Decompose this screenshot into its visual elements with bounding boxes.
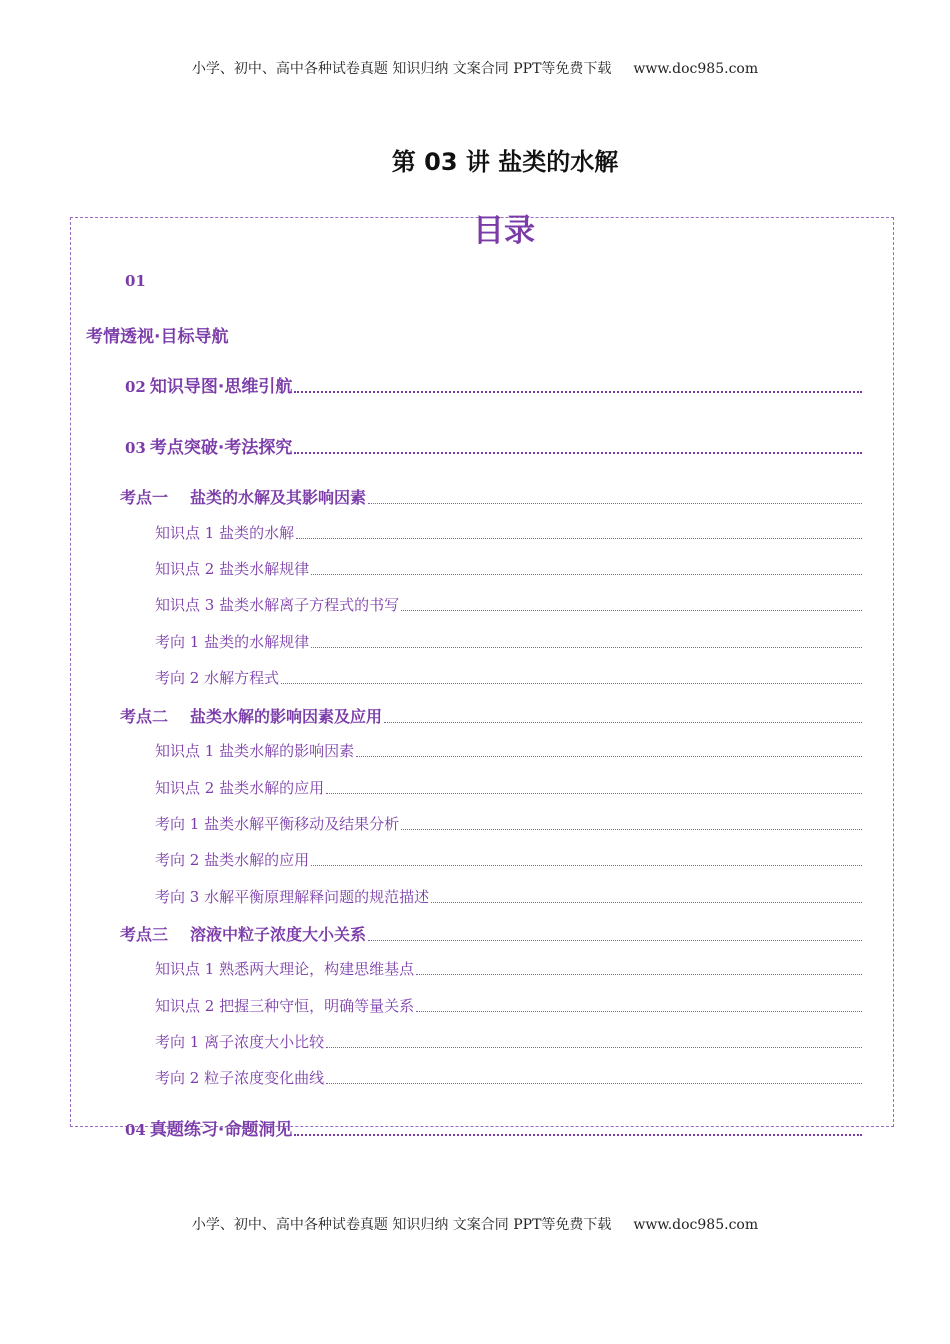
toc-item[interactable] [155,594,862,615]
kaodian-1-title: 盐类的水解及其影响因素 [190,488,367,507]
dot-leader [326,1082,862,1084]
footer-text: 小学、初中、高中各种试卷真题 知识归纳 文案合同 PPT等免费下载 [191,1217,612,1233]
toc-section-02-number: 02 [125,378,146,396]
dot-leader [368,939,862,941]
dot-leader [431,901,862,903]
header-text: 小学、初中、高中各种试卷真题 知识归纳 文案合同 PPT等免费下载 [191,61,612,77]
toc-section-03[interactable] [125,433,862,458]
toc-item-label: 知识点 2 把握三种守恒，明确等量关系 [155,997,415,1015]
dot-leader [416,1010,862,1012]
toc-item[interactable] [155,777,862,798]
toc-item-label: 考向 2 盐类水解的应用 [155,851,310,869]
toc-section-04[interactable] [125,1115,862,1140]
dot-leader [311,646,862,648]
toc-item-label: 考向 1 离子浓度大小比较 [155,1033,325,1051]
dot-leader [294,451,862,454]
footer-site: www.doc985.com [633,1217,759,1233]
dot-leader [416,973,862,975]
dot-leader [356,755,862,757]
kaodian-2-title: 盐类水解的影响因素及应用 [190,707,383,726]
toc-item[interactable] [155,995,862,1016]
dot-leader [296,537,862,539]
toc-kaodian-3[interactable] [120,922,862,945]
toc-kaodian-1[interactable] [120,485,862,508]
toc-item[interactable] [155,958,862,979]
document-title: 第 03 讲 盐类的水解 [391,148,619,176]
dot-leader [401,609,862,611]
kaodian-2-name: 考点二 [120,707,169,726]
toc-section-04-title: 真题练习·命题洞见 [149,1120,293,1140]
kaodian-3-name: 考点三 [120,925,169,944]
dot-leader [311,573,862,575]
toc-heading: 目录 [473,213,535,249]
toc-item[interactable] [155,1031,862,1052]
toc-item[interactable] [155,849,862,870]
toc-section-03-number: 03 [125,439,146,457]
toc-section-04-number: 04 [125,1121,146,1139]
toc-item[interactable] [155,886,862,907]
dot-leader [294,1133,862,1136]
toc-item-label: 知识点 1 熟悉两大理论，构建思维基点 [155,960,415,978]
toc-item-label: 考向 1 盐类的水解规律 [155,633,310,651]
toc-item[interactable] [155,558,862,579]
toc-item-label: 知识点 2 盐类水解规律 [155,560,310,578]
toc-item[interactable] [155,813,862,834]
header-site: www.doc985.com [633,61,759,77]
toc-item[interactable] [155,1067,862,1088]
toc-item-label: 考向 2 水解方程式 [155,669,280,687]
toc-item-label: 知识点 2 盐类水解的应用 [155,779,325,797]
dot-leader [401,828,862,830]
toc-kaodian-2[interactable] [120,704,862,727]
toc-item-label: 考向 1 盐类水解平衡移动及结果分析 [155,815,400,833]
page-footer [0,1214,950,1234]
toc-item[interactable] [155,667,862,688]
toc-item[interactable] [155,631,862,652]
toc-section-02-title: 知识导图·思维引航 [149,377,293,397]
toc-item-label: 知识点 1 盐类水解的影响因素 [155,742,355,760]
dot-leader [384,721,862,723]
dot-leader [311,864,862,866]
kaodian-3-title: 溶液中粒子浓度大小关系 [190,925,367,944]
toc-item[interactable] [155,522,862,543]
dot-leader [281,682,862,684]
toc-section-03-title: 考点突破·考法探究 [149,438,293,458]
dot-leader [326,792,862,794]
kaodian-1-name: 考点一 [120,488,169,507]
toc-item-label: 知识点 3 盐类水解离子方程式的书写 [155,596,400,614]
toc-section-02[interactable] [125,372,862,397]
toc-section-01-number: 01 [125,272,146,290]
toc-section-01-title[interactable]: 考情透视·目标导航 [86,327,229,347]
toc-item-label: 考向 2 粒子浓度变化曲线 [155,1069,325,1087]
dot-leader [326,1046,862,1048]
dot-leader [368,502,862,504]
toc-item-label: 知识点 1 盐类的水解 [155,524,295,542]
toc-item[interactable] [155,740,862,761]
toc-item-label: 考向 3 水解平衡原理解释问题的规范描述 [155,888,430,906]
dot-leader [294,390,862,393]
page-header [0,58,950,78]
